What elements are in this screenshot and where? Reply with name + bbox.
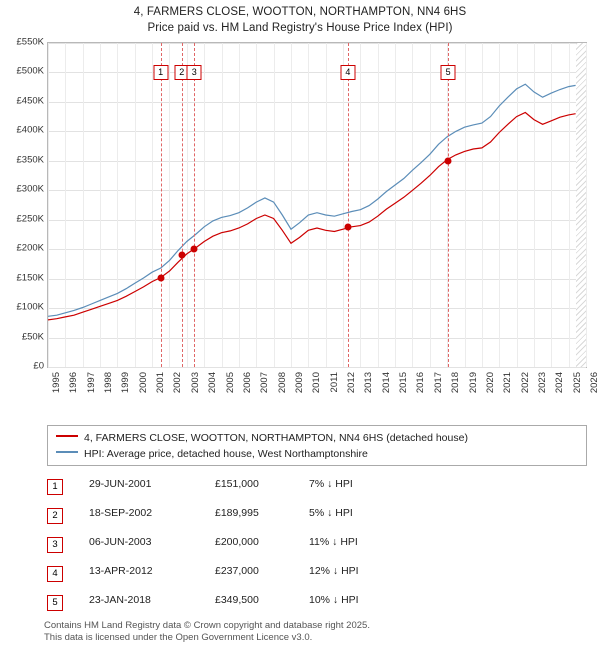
y-axis-tick-label: £0 xyxy=(33,360,44,372)
chart-legend xyxy=(47,425,587,466)
x-gridline xyxy=(586,43,587,367)
transaction-point xyxy=(157,275,164,282)
table-row xyxy=(47,590,587,619)
x-axis-tick-label: 2025 xyxy=(571,372,583,394)
chart-title-line2: Price paid vs. HM Land Registry's House Price Index (HPI) xyxy=(147,22,453,34)
legend-item-hpi xyxy=(56,448,368,460)
x-axis-tick-label: 1997 xyxy=(85,372,97,394)
y-axis-tick-label: £300K xyxy=(16,183,44,195)
x-axis-tick-label: 2019 xyxy=(467,372,479,394)
transaction-marker-badge[interactable]: 4 xyxy=(340,65,355,80)
y-axis-tick-label: £100K xyxy=(16,301,44,313)
transaction-marker-badge[interactable]: 1 xyxy=(153,65,168,80)
row-date: 23-JAN-2018 xyxy=(89,594,151,606)
x-axis-tick-label: 2005 xyxy=(224,372,236,394)
transaction-marker-badge[interactable]: 5 xyxy=(441,65,456,80)
x-axis-tick-label: 2011 xyxy=(328,372,340,393)
x-axis-tick-label: 2002 xyxy=(172,372,184,394)
transaction-marker-line xyxy=(182,43,184,367)
legend-label-hpi: HPI: Average price, detached house, West Northamptonshire xyxy=(84,448,368,460)
x-axis-tick-label: 2014 xyxy=(380,372,392,394)
y-axis-tick-label: £50K xyxy=(21,331,44,343)
x-axis-tick-label: 2010 xyxy=(311,372,323,394)
row-hpi-delta: 11% ↓ HPI xyxy=(309,536,358,548)
row-hpi-delta: 5% ↓ HPI xyxy=(309,507,353,519)
transactions-table xyxy=(47,474,587,619)
chart-title-line1: 4, FARMERS CLOSE, WOOTTON, NORTHAMPTON, NN4 6HS xyxy=(133,6,467,18)
y-axis-tick-label: £400K xyxy=(16,124,44,136)
row-price: £189,995 xyxy=(215,507,259,519)
y-axis-tick-label: £450K xyxy=(16,95,44,107)
x-axis-tick-label: 2021 xyxy=(502,372,514,394)
y-gridline xyxy=(48,367,586,368)
row-index-badge: 5 xyxy=(47,595,63,611)
x-axis-tick-label: 2006 xyxy=(241,372,253,394)
x-axis-tick-label: 2024 xyxy=(554,372,566,394)
row-hpi-delta: 7% ↓ HPI xyxy=(309,478,353,490)
footer-attribution xyxy=(44,620,594,644)
row-index-badge: 2 xyxy=(47,508,63,524)
row-price: £151,000 xyxy=(215,478,259,490)
legend-swatch-hpi xyxy=(56,451,78,453)
x-axis-tick-label: 2007 xyxy=(259,372,271,394)
x-axis-tick-label: 2012 xyxy=(346,372,358,394)
x-axis-tick-label: 2022 xyxy=(519,372,531,394)
table-row xyxy=(47,561,587,590)
row-date: 29-JUN-2001 xyxy=(89,478,152,490)
transaction-marker-line xyxy=(161,43,163,367)
x-axis-tick-label: 1995 xyxy=(51,372,62,394)
row-date: 18-SEP-2002 xyxy=(89,507,153,519)
x-axis-tick-label: 1999 xyxy=(120,372,132,394)
row-date: 13-APR-2012 xyxy=(89,565,153,577)
transaction-marker-line xyxy=(194,43,196,367)
transaction-marker-badge[interactable]: 3 xyxy=(187,65,202,80)
x-axis-tick-label: 2026 xyxy=(589,372,600,394)
legend-label-price-paid: 4, FARMERS CLOSE, WOOTTON, NORTHAMPTON, NN4 6HS (detached house) xyxy=(84,432,468,444)
y-axis-tick-label: £350K xyxy=(16,154,44,166)
row-price: £200,000 xyxy=(215,536,259,548)
x-axis-tick-label: 2023 xyxy=(536,372,548,394)
row-index-badge: 4 xyxy=(47,566,63,582)
row-index-badge: 3 xyxy=(47,537,63,553)
transaction-point xyxy=(178,252,185,259)
x-axis-tick-label: 2017 xyxy=(432,372,444,394)
transaction-marker-line xyxy=(448,43,450,367)
footer-line1: Contains HM Land Registry data © Crown copyright and database right 2025. xyxy=(44,620,370,631)
table-row xyxy=(47,503,587,532)
row-hpi-delta: 10% ↓ HPI xyxy=(309,594,359,606)
row-price: £349,500 xyxy=(215,594,259,606)
transaction-point xyxy=(191,246,198,253)
x-axis-tick-label: 2013 xyxy=(363,372,375,394)
y-axis-tick-label: £500K xyxy=(16,65,44,77)
table-row xyxy=(47,474,587,503)
y-axis-tick-label: £550K xyxy=(16,36,44,48)
y-axis-tick-label: £250K xyxy=(16,213,44,225)
transaction-point xyxy=(344,224,351,231)
x-axis-tick-label: 2004 xyxy=(207,372,219,394)
x-axis-tick-label: 2020 xyxy=(484,372,496,394)
x-axis-tick-label: 2008 xyxy=(276,372,288,394)
row-index-badge: 1 xyxy=(47,479,63,495)
x-axis-tick-label: 2015 xyxy=(398,372,410,394)
x-axis-tick-label: 2003 xyxy=(189,372,201,394)
x-axis-tick-label: 2018 xyxy=(450,372,462,394)
transaction-marker-badge[interactable]: 2 xyxy=(174,65,189,80)
legend-item-price-paid xyxy=(56,432,468,444)
row-price: £237,000 xyxy=(215,565,259,577)
x-axis-tick-label: 2009 xyxy=(293,372,305,394)
transaction-marker-line xyxy=(348,43,350,367)
x-axis-tick-label: 2016 xyxy=(415,372,427,394)
y-axis-tick-label: £150K xyxy=(16,272,44,284)
footer-line2: This data is licensed under the Open Government Licence v3.0. xyxy=(44,632,313,643)
annotation-layer xyxy=(48,43,586,367)
row-date: 06-JUN-2003 xyxy=(89,536,152,548)
transaction-point xyxy=(445,158,452,165)
x-axis-tick-label: 2001 xyxy=(155,372,167,394)
x-axis-tick-label: 1996 xyxy=(68,372,80,394)
x-axis-tick-label: 2000 xyxy=(137,372,149,394)
table-row xyxy=(47,532,587,561)
chart-plot-area xyxy=(47,42,587,368)
x-axis-tick-label: 1998 xyxy=(103,372,115,394)
row-hpi-delta: 12% ↓ HPI xyxy=(309,565,359,577)
legend-swatch-price-paid xyxy=(56,435,78,437)
y-axis-tick-label: £200K xyxy=(16,242,44,254)
